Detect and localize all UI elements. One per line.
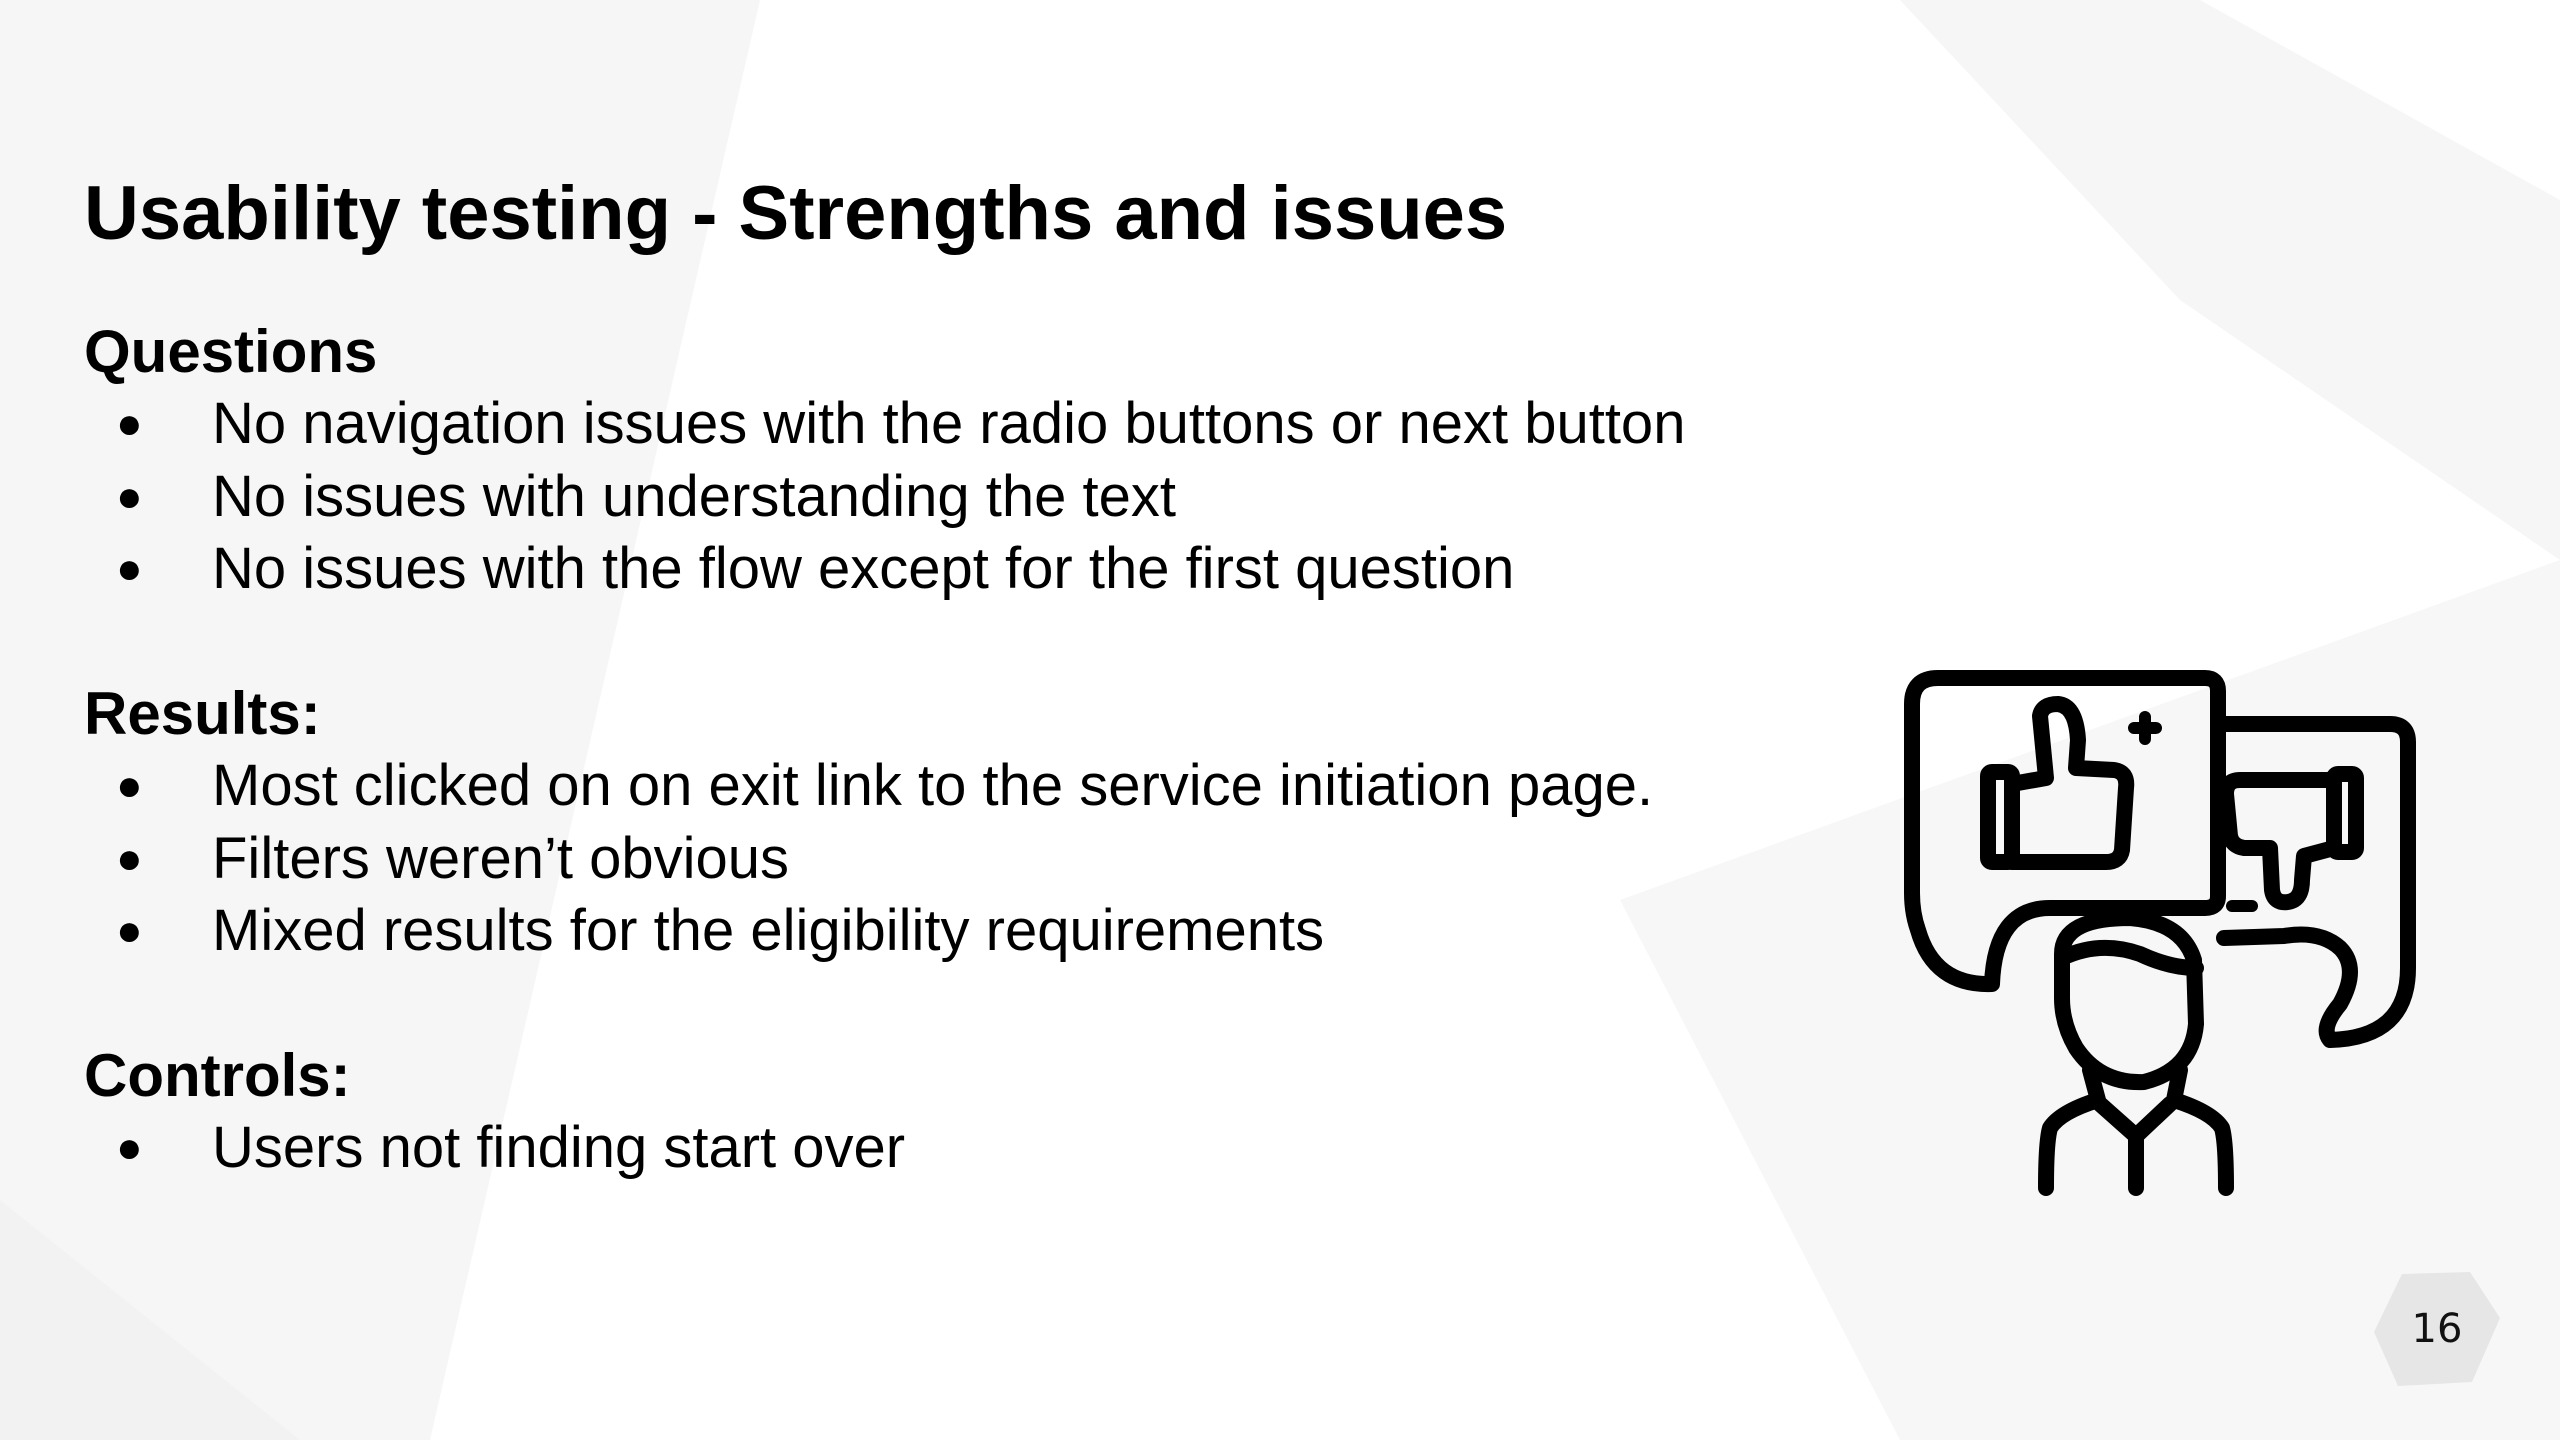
list-item-text: Most clicked on on exit link to the service initiation page. <box>212 753 1654 818</box>
list-item-text: No issues with the flow except for the first question <box>212 536 1515 601</box>
bullet-icon: ● <box>116 906 143 955</box>
list-item <box>84 895 1653 968</box>
list-item <box>84 388 1685 461</box>
list-item <box>84 533 1685 606</box>
bullet-icon: ● <box>116 761 143 810</box>
list-item <box>84 461 1685 534</box>
list-item-text: Filters weren’t obvious <box>212 825 789 891</box>
results-list <box>84 750 1653 968</box>
list-item <box>84 823 1653 896</box>
questions-list <box>84 388 1685 606</box>
questions-section <box>84 316 1685 606</box>
controls-list <box>84 1112 905 1185</box>
bullet-icon: ● <box>116 833 143 883</box>
feedback-thumbs-up-down-person-icon <box>1900 668 2430 1198</box>
controls-heading: Controls: <box>84 1042 351 1109</box>
results-heading: Results: <box>84 680 321 747</box>
slide-title: Usability testing - Strengths and issues <box>84 171 1508 256</box>
list-item-text: No issues with understanding the text <box>212 463 1176 529</box>
results-section <box>84 678 1653 968</box>
bullet-icon: ● <box>116 544 143 593</box>
list-item <box>84 1112 905 1185</box>
questions-heading: Questions <box>84 318 378 385</box>
page-number: 16 <box>2411 1306 2463 1352</box>
controls-section <box>84 1040 905 1185</box>
list-item-text: Users not finding start over <box>212 1115 906 1180</box>
bullet-icon: ● <box>116 1123 143 1172</box>
list-item <box>84 750 1653 823</box>
list-item-text: Mixed results for the eligibility requirements <box>212 898 1325 963</box>
list-item-text: No navigation issues with the radio buttons or next button <box>212 391 1686 456</box>
bullet-icon: ● <box>116 471 143 521</box>
page-number-badge <box>2372 1270 2502 1388</box>
bullet-icon: ● <box>116 399 143 448</box>
